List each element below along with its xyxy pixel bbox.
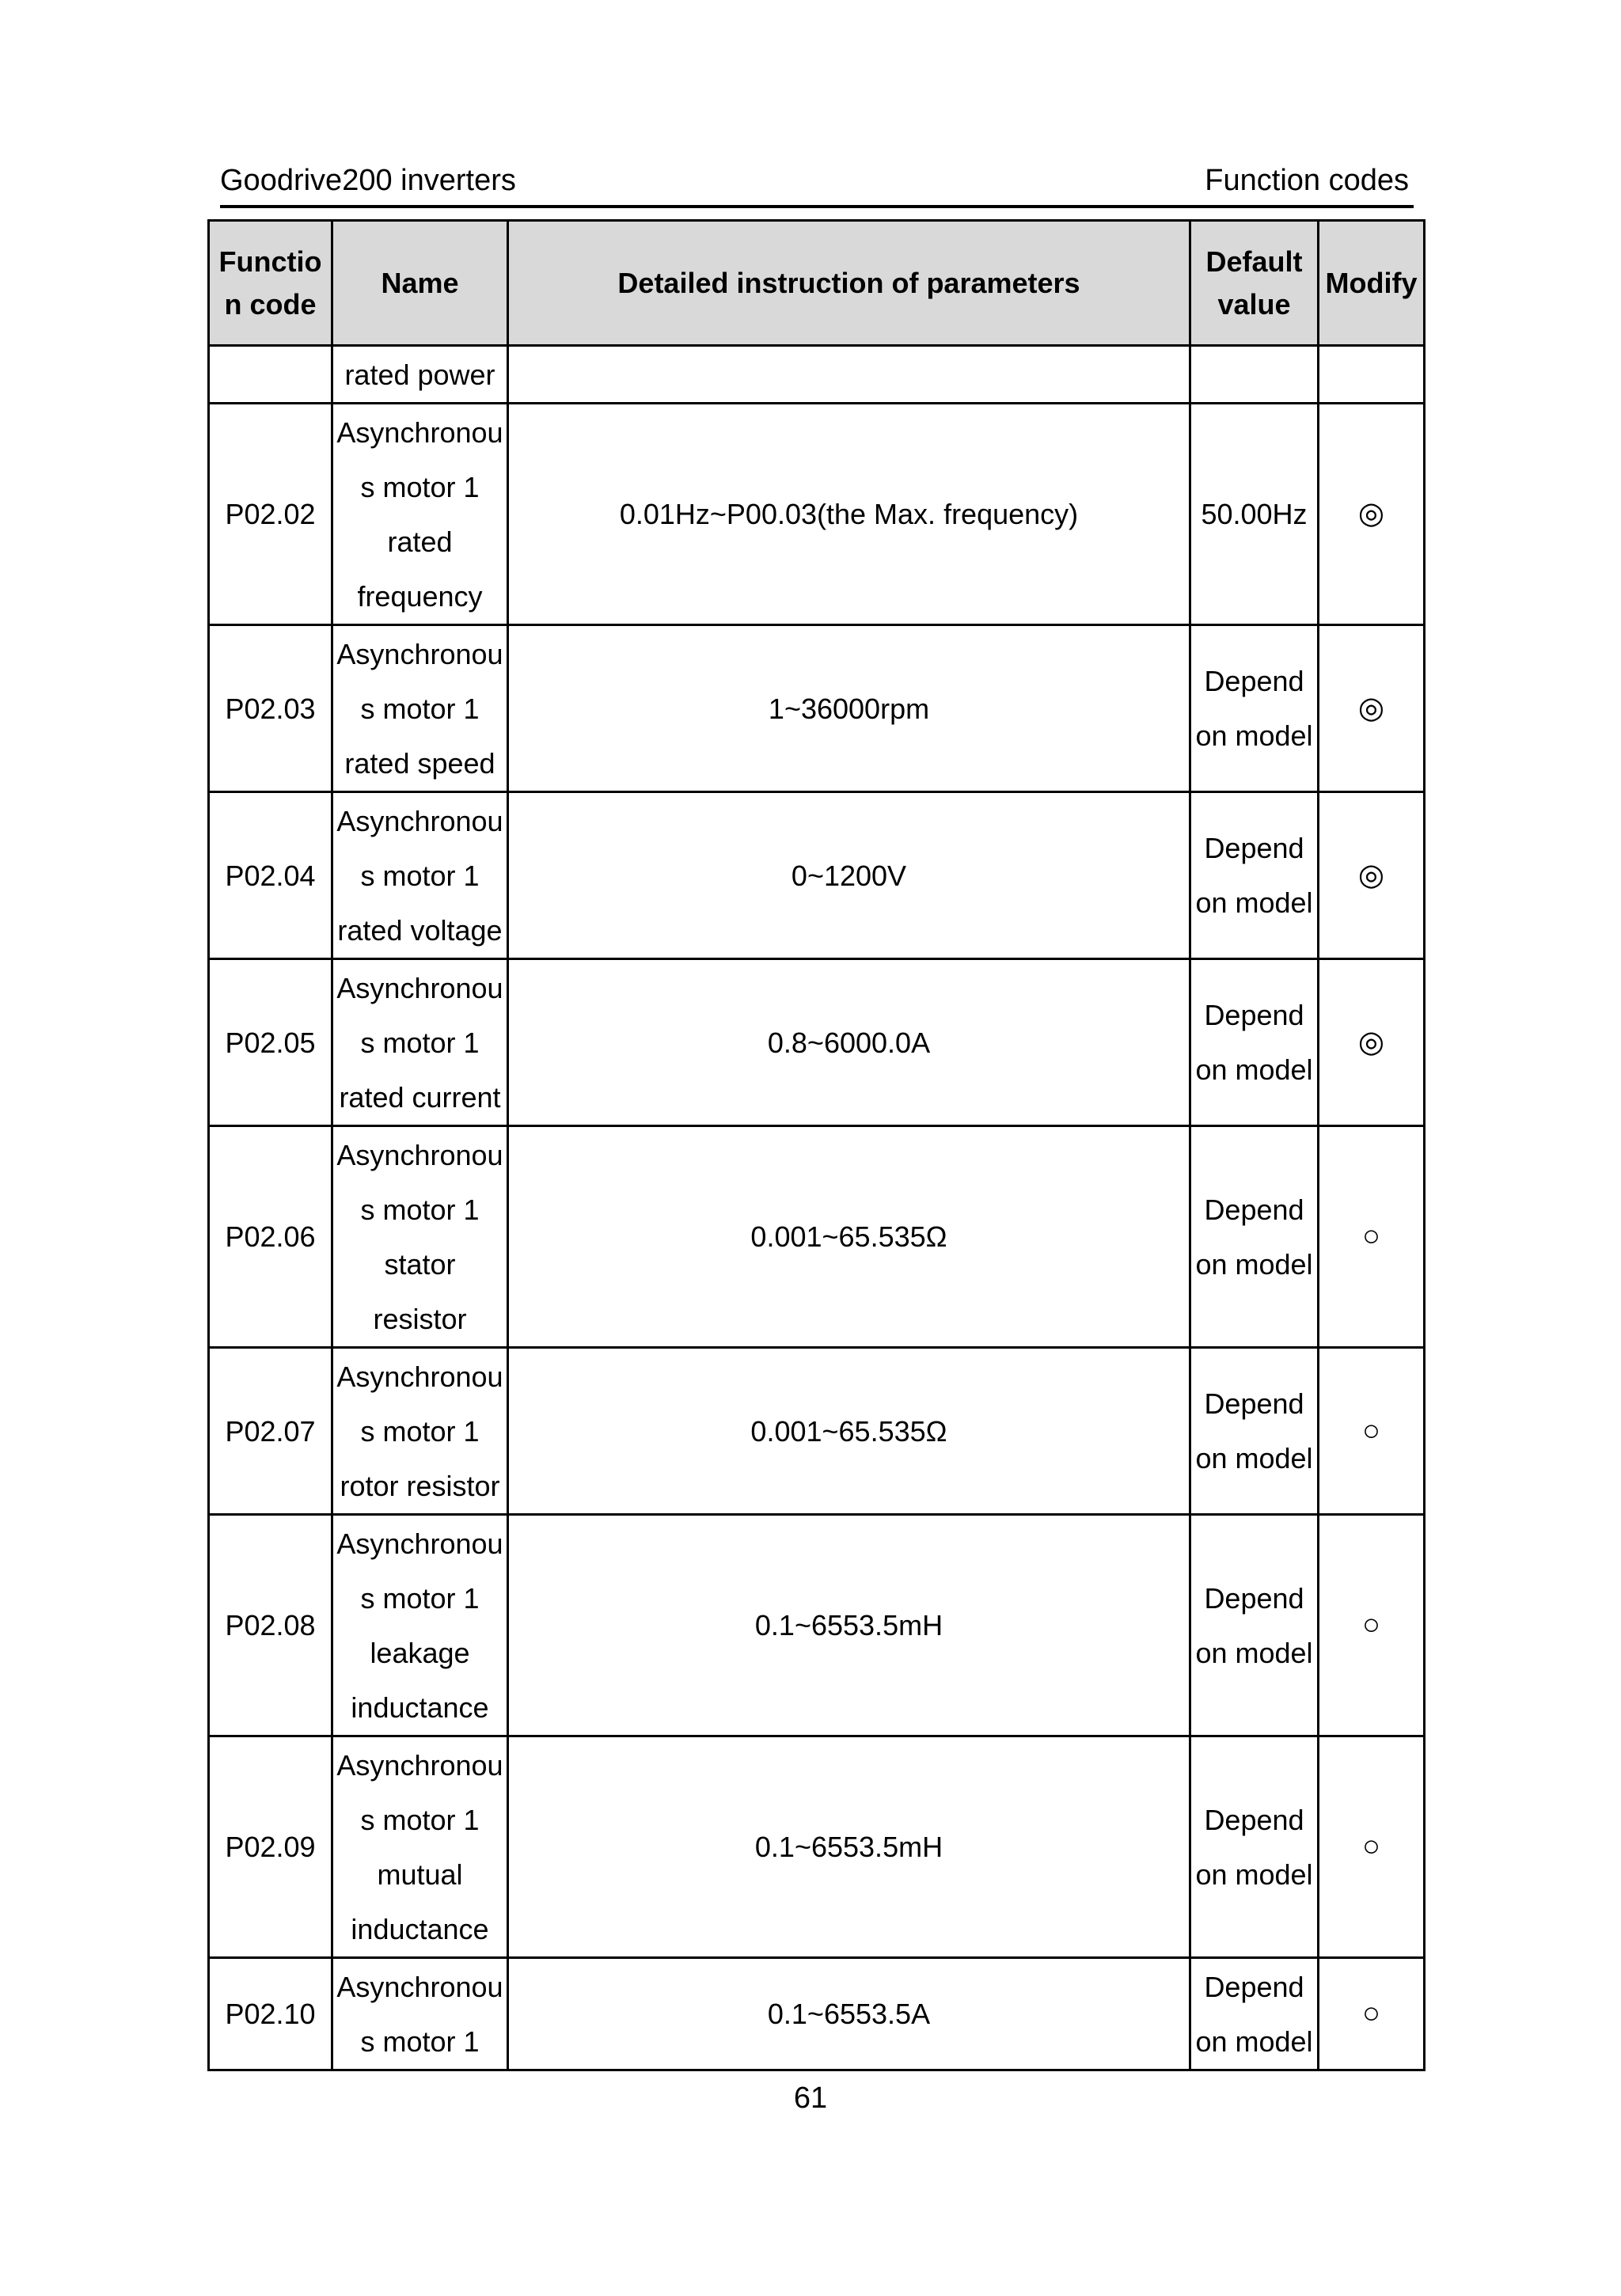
column-header-default-value	[1190, 221, 1319, 346]
table-row	[209, 1348, 1425, 1515]
cell-detail: 0.1~6553.5A	[508, 1958, 1190, 2070]
cell-name-line: rated power	[344, 358, 495, 391]
table-row	[209, 959, 1425, 1126]
cell-default-value	[1190, 346, 1319, 404]
cell-default-line: on model	[1195, 2025, 1313, 2058]
table-row	[209, 792, 1425, 959]
cell-modify-symbol: ○	[1319, 1515, 1425, 1736]
table-row	[209, 346, 1425, 404]
cell-name	[332, 1515, 508, 1736]
cell-default-line: Depend	[1204, 1970, 1304, 2003]
cell-default-line: Depend	[1204, 1581, 1304, 1615]
cell-name-line: frequency	[357, 579, 483, 613]
cell-function-code: P02.07	[209, 1348, 332, 1515]
cell-name-line: Asynchronou	[336, 637, 503, 670]
column-header-default-line1: Default	[1205, 245, 1303, 278]
cell-default-line: on model	[1195, 1247, 1313, 1281]
table-row	[209, 1736, 1425, 1958]
cell-name-line: Asynchronou	[336, 804, 503, 837]
cell-detail: 0~1200V	[508, 792, 1190, 959]
cell-name-line: rated speed	[344, 746, 495, 780]
cell-default-line: on model	[1195, 1858, 1313, 1891]
cell-function-code: P02.04	[209, 792, 332, 959]
cell-detail: 0.1~6553.5mH	[508, 1515, 1190, 1736]
table-row	[209, 1126, 1425, 1348]
cell-name	[332, 1736, 508, 1958]
cell-detail: 0.001~65.535Ω	[508, 1126, 1190, 1348]
cell-modify-symbol: ◎	[1319, 959, 1425, 1126]
cell-modify-symbol: ○	[1319, 1126, 1425, 1348]
cell-detail: 0.01Hz~P00.03(the Max. frequency)	[508, 404, 1190, 625]
cell-name-line: Asynchronou	[336, 416, 503, 449]
cell-name-line: resistor	[373, 1302, 467, 1335]
column-header-function-code-line2: n code	[224, 287, 317, 321]
cell-name-line: s motor 1	[360, 1026, 480, 1059]
cell-name-line: Asynchronou	[336, 971, 503, 1004]
header-product-title: Goodrive200 inverters	[220, 164, 516, 197]
cell-name	[332, 1958, 508, 2070]
cell-default-line: Depend	[1204, 832, 1304, 864]
cell-name-line: s motor 1	[360, 1581, 480, 1615]
function-code-table	[207, 219, 1425, 2071]
cell-default-value	[1190, 1348, 1319, 1515]
cell-name-line: inductance	[351, 1912, 489, 1945]
cell-name	[332, 1126, 508, 1348]
cell-modify-symbol: ○	[1319, 1736, 1425, 1958]
cell-detail: 1~36000rpm	[508, 625, 1190, 792]
cell-name-line: Asynchronou	[336, 1360, 503, 1393]
table-row	[209, 1958, 1425, 2070]
cell-detail	[508, 346, 1190, 404]
column-header-modify: Modify	[1319, 221, 1425, 346]
cell-default-line: Depend	[1204, 1193, 1304, 1226]
column-header-name: Name	[332, 221, 508, 346]
cell-default-line: on model	[1195, 1053, 1313, 1086]
cell-detail: 0.1~6553.5mH	[508, 1736, 1190, 1958]
table-header-row	[209, 221, 1425, 346]
cell-name-line: rated current	[339, 1080, 501, 1114]
column-header-default-line2: value	[1217, 287, 1291, 321]
cell-name-line: s motor 1	[360, 2025, 480, 2058]
cell-name-line: stator	[384, 1247, 456, 1281]
cell-default-value	[1190, 404, 1319, 625]
cell-default-line: Depend	[1204, 1387, 1304, 1420]
cell-default-line: on model	[1195, 1442, 1313, 1474]
cell-name-line: Asynchronou	[336, 1748, 503, 1782]
page-header	[220, 161, 1414, 208]
cell-function-code: P02.06	[209, 1126, 332, 1348]
cell-name-line: Asynchronou	[336, 1527, 503, 1560]
cell-name-line: rotor resistor	[340, 1469, 500, 1502]
cell-function-code: P02.10	[209, 1958, 332, 2070]
cell-name-line: s motor 1	[360, 1193, 480, 1226]
cell-name-line: mutual	[377, 1858, 463, 1891]
cell-default-line: Depend	[1204, 665, 1304, 697]
page-number: 61	[793, 2082, 828, 2115]
cell-name-line: inductance	[351, 1691, 489, 1724]
cell-name	[332, 792, 508, 959]
table-row	[209, 625, 1425, 792]
cell-name	[332, 404, 508, 625]
cell-default-line: Depend	[1204, 999, 1304, 1031]
cell-default-value	[1190, 1515, 1319, 1736]
table-row	[209, 404, 1425, 625]
column-header-function-code	[209, 221, 332, 346]
cell-name-line: leakage	[370, 1636, 470, 1669]
cell-default-value	[1190, 1736, 1319, 1958]
cell-default-line: 50.00Hz	[1201, 498, 1308, 530]
cell-default-line: on model	[1195, 1636, 1313, 1669]
cell-function-code	[209, 346, 332, 404]
cell-default-value	[1190, 1958, 1319, 2070]
cell-modify-symbol: ○	[1319, 1348, 1425, 1515]
cell-name-line: s motor 1	[360, 1414, 480, 1448]
cell-function-code: P02.03	[209, 625, 332, 792]
cell-function-code: P02.09	[209, 1736, 332, 1958]
cell-default-value	[1190, 792, 1319, 959]
cell-name-line: Asynchronou	[336, 1970, 503, 2003]
column-header-detail: Detailed instruction of parameters	[508, 221, 1190, 346]
cell-detail: 0.8~6000.0A	[508, 959, 1190, 1126]
cell-function-code: P02.02	[209, 404, 332, 625]
cell-modify-symbol: ◎	[1319, 404, 1425, 625]
cell-modify-symbol: ○	[1319, 1958, 1425, 2070]
cell-function-code: P02.08	[209, 1515, 332, 1736]
cell-name-line: s motor 1	[360, 1803, 480, 1836]
table-body	[209, 346, 1425, 2070]
table-row	[209, 1515, 1425, 1736]
cell-name	[332, 625, 508, 792]
cell-default-line: on model	[1195, 719, 1313, 752]
cell-detail: 0.001~65.535Ω	[508, 1348, 1190, 1515]
cell-name-line: s motor 1	[360, 859, 480, 892]
cell-default-value	[1190, 625, 1319, 792]
cell-default-value	[1190, 959, 1319, 1126]
cell-name	[332, 959, 508, 1126]
column-header-function-code-line1: Functio	[218, 245, 322, 278]
cell-default-value	[1190, 1126, 1319, 1348]
cell-function-code: P02.05	[209, 959, 332, 1126]
cell-default-line: Depend	[1204, 1803, 1304, 1836]
cell-name-line: rated voltage	[337, 913, 503, 947]
cell-name	[332, 1348, 508, 1515]
cell-modify-symbol: ◎	[1319, 792, 1425, 959]
cell-default-line: on model	[1195, 886, 1313, 919]
cell-name	[332, 346, 508, 404]
cell-name-line: Asynchronou	[336, 1138, 503, 1171]
cell-name-line: s motor 1	[360, 692, 480, 725]
cell-name-line: rated	[387, 525, 453, 558]
header-section-title: Function codes	[1205, 164, 1409, 197]
cell-name-line: s motor 1	[360, 470, 480, 503]
cell-modify-symbol: ◎	[1319, 625, 1425, 792]
cell-modify-symbol	[1319, 346, 1425, 404]
